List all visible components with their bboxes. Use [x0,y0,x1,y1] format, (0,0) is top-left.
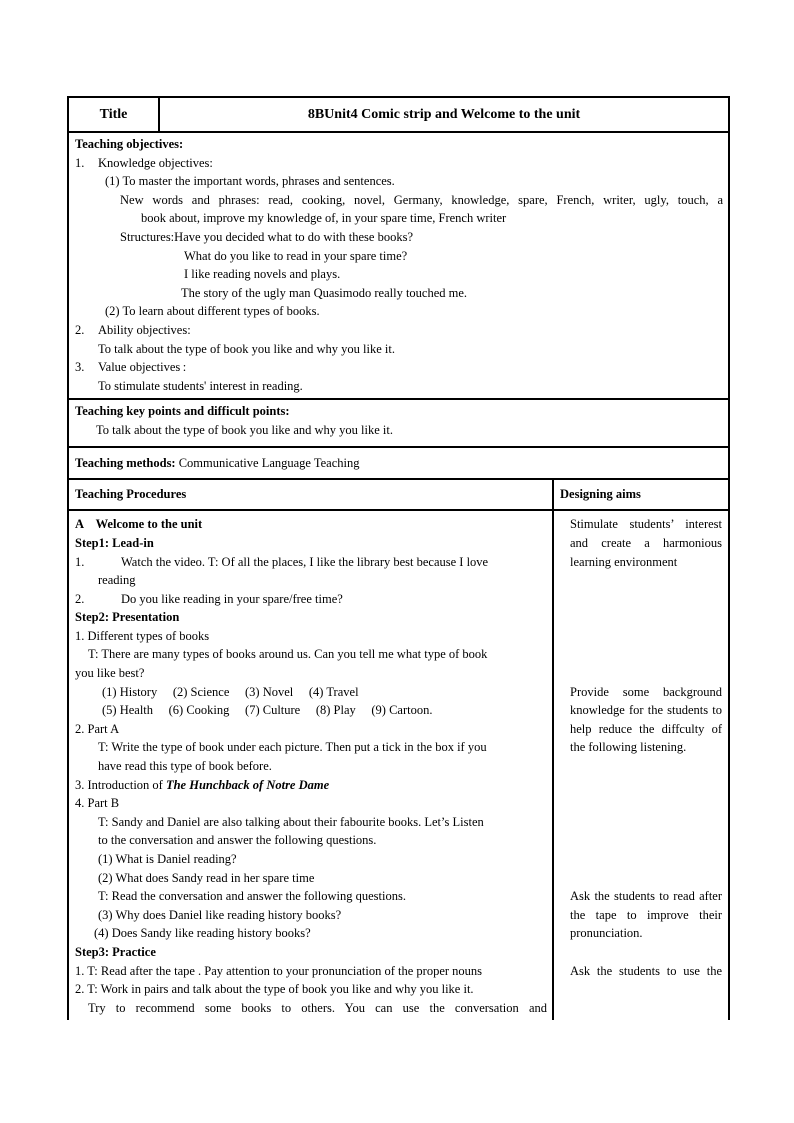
presentation-item-4: 4. Part B [75,796,120,811]
methods-row [68,447,729,479]
keypoints-section [69,400,728,442]
presentation-item-4-teacher-cont: to the conversation and answer the following questions. [98,833,377,848]
words-line-1: New words and phrases: read, cooking, novel, Germany, knowledge, spare, French, writer, ugly, touch, a [120,192,724,207]
ability-number: 2. [75,322,85,337]
procedures-body-row [68,510,729,1020]
aim-2: Provide some background knowledge for the students to help reduce the diffculty of the following listening. [570,684,723,755]
aims-gap-3 [570,943,722,962]
ability-item: To talk about the type of book you like and why you like it. [98,341,395,356]
value-number: 3. [75,360,85,375]
step2-heading: Step2: Presentation [75,610,180,625]
presentation-item-2-teacher: T: Write the type of book under each picture. Then put a tick in the box if you [98,740,487,755]
structure-4: The story of the ugly man Quasimodo really touched me. [181,285,468,300]
knowledge-item-2: (2) To learn about different types of books. [105,304,320,319]
methods-section [69,452,728,476]
presentation-item-1-teacher-cont: you like best? [75,666,145,681]
objectives-heading: Teaching objectives: [75,137,184,151]
aim-1: Stimulate students’ interest and create a harmonious learning environment [570,517,723,569]
structure-3: I like reading novels and plays. [184,267,341,282]
practice-item-2: 2. T: Work in pairs and talk about the type of book you like and why you like it. [75,982,474,997]
title-value: 8BUnit4 Comic strip and Welcome to the unit [159,97,729,132]
procedures-header-row [68,479,729,510]
procedures-heading: Teaching Procedures [75,487,187,502]
knowledge-objectives [75,154,723,173]
presentation-item-2-teacher-cont: have read this type of book before. [98,759,272,774]
structures-block [75,228,723,247]
step1-item-2 [75,590,547,609]
step1-item-2-text: Do you like reading in your spare/free time? [121,591,343,606]
value-label: Value objectives : [98,360,187,375]
methods-heading: Teaching methods: [75,455,176,470]
title-row [68,97,729,132]
presentation-item-3-prefix: 3. Introduction of [75,777,166,792]
aim-3: Ask the students to read after the tape to improve their pronunciation. [570,889,723,941]
book-types-line-2: (5) Health (6) Cooking (7) Culture (8) Play (9) Cartoon. [102,703,433,718]
keypoints-row [68,399,729,447]
step1-item-1-cont: reading [98,573,136,588]
methods-text: Communicative Language Teaching [175,455,360,470]
procedures-content [69,511,552,1020]
ability-objectives [75,321,723,340]
presentation-item-2: 2. Part A [75,721,120,736]
structure-2: What do you like to read in your spare time? [184,248,408,263]
presentation-item-3 [75,776,547,795]
keypoints-text: To talk about the type of book you like and why you like it. [96,422,393,437]
question-1: (1) What is Daniel reading? [98,852,237,866]
aims-heading: Designing aims [560,487,641,502]
part-a-title: A Welcome to the unit [75,517,203,532]
knowledge-item-1: (1) To master the important words, phrases and sentences. [105,174,395,189]
aims-gap-1 [570,571,722,683]
question-2: (2) What does Sandy read in her spare time [98,870,315,885]
step1-item-1-text: Watch the video. T: Of all the places, I like the library best because I love [121,554,489,569]
aims-gap-2 [570,757,722,887]
question-4: (4) Does Sandy like reading history books? [94,926,311,941]
book-title: The Hunchback of Notre Dame [165,777,330,792]
step1-item-2-number: 2. [75,591,85,606]
question-3: (3) Why does Daniel like reading history books? [98,907,342,922]
words-line-2: book about, improve my knowledge of, in your spare time, French writer [141,211,507,226]
objectives-section [69,133,728,398]
aims-content [554,511,728,983]
knowledge-number: 1. [75,155,85,170]
lesson-plan-sheet [67,96,728,1020]
knowledge-label: Knowledge objectives: [98,155,213,170]
step1-item-1-number: 1. [75,554,85,569]
ability-label: Ability objectives: [98,322,191,337]
title-label: Title [68,97,159,132]
value-item: To stimulate students' interest in reading. [98,378,303,393]
lesson-plan-table [67,96,730,1020]
book-types-line-1: (1) History (2) Science (3) Novel (4) Travel [102,684,359,699]
step3-heading: Step3: Practice [75,944,156,959]
aim-4: Ask the students to use the [570,963,723,978]
structure-1: Have you decided what to do with these books? [174,229,414,244]
practice-item-2-cont: Try to recommend some books to others. You can use the conversation and [88,1000,547,1015]
presentation-item-1-teacher: T: There are many types of books around us. Can you tell me what type of book [88,647,488,662]
words-phrases [75,191,723,228]
step1-item-1 [75,553,547,572]
keypoints-heading: Teaching key points and difficult points: [75,404,290,419]
practice-item-1: 1. T: Read after the tape . Pay attention to your pronunciation of the proper nouns [75,963,483,978]
structures-label: Structures: [120,229,175,244]
question-teacher: T: Read the conversation and answer the following questions. [98,889,406,904]
step1-heading: Step1: Lead-in [75,535,154,550]
objectives-row [68,132,729,399]
value-objectives [75,358,723,377]
presentation-item-4-teacher: T: Sandy and Daniel are also talking about their fabourite books. Let’s Listen [98,814,484,829]
presentation-item-1: 1. Different types of books [75,628,210,643]
